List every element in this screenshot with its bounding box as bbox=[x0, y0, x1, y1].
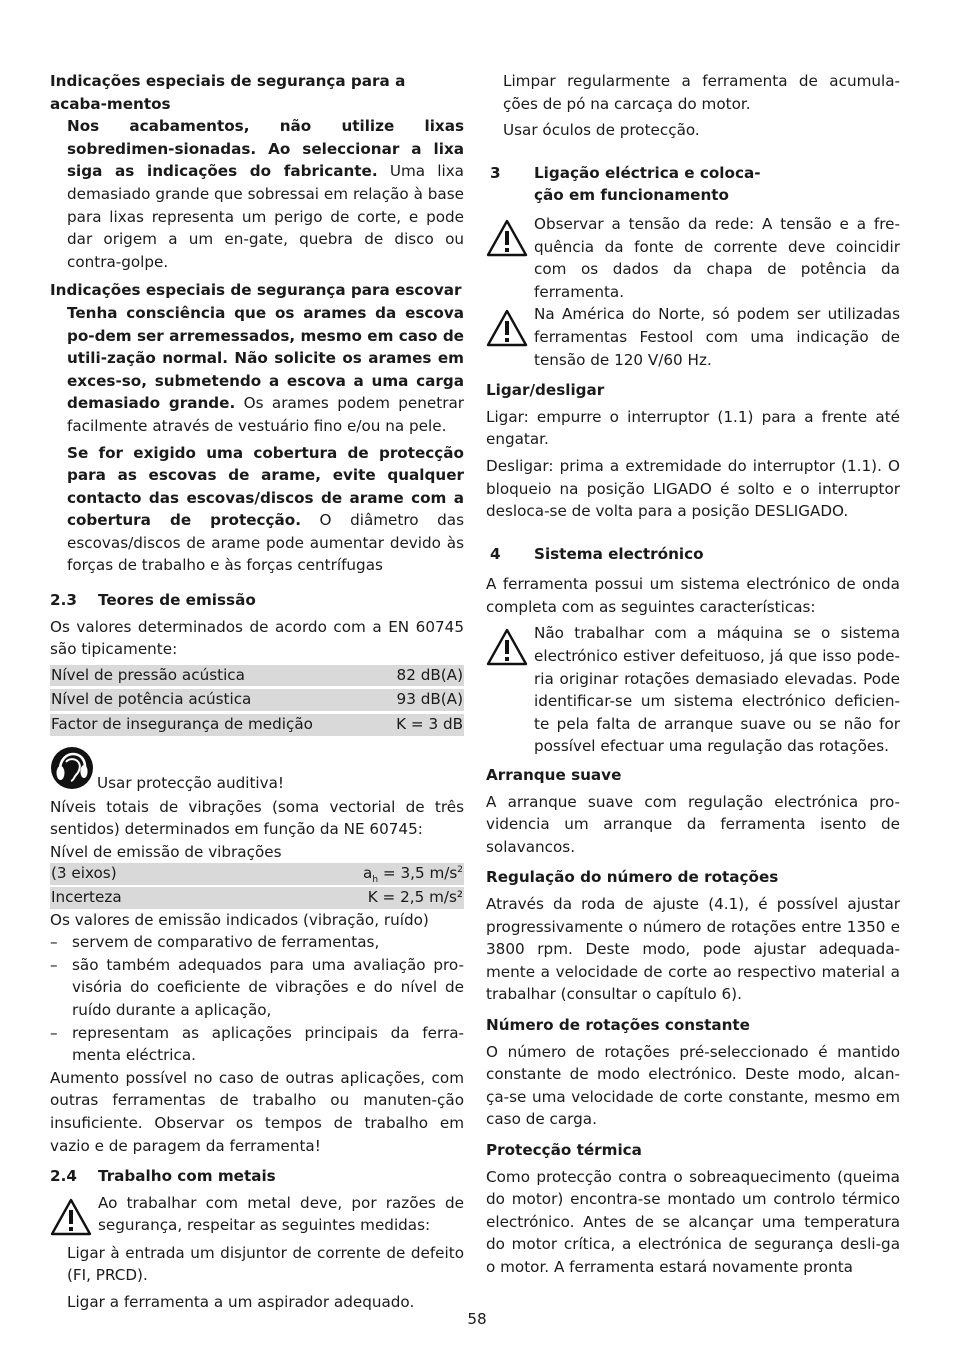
section-title bbox=[534, 162, 761, 207]
paragraph-termica: Como protecção contra o sobreaquecimento (queima do motor) encontra-se montado um controlo térmico electrónico. Antes de se alcançar uma temperatura do motor crítica, a electrónica de segurança desli-ga o motor. A ferramenta estará novamente pronta bbox=[486, 1167, 900, 1276]
list-item bbox=[50, 1022, 464, 1067]
warning-triangle-icon bbox=[486, 213, 534, 261]
section-3-heading bbox=[486, 162, 900, 207]
section-number: 4 bbox=[490, 544, 501, 563]
noise-row-power bbox=[50, 689, 464, 711]
ear-protection-note bbox=[50, 746, 464, 794]
noise-label: Nível de potência acústica bbox=[51, 690, 252, 709]
warning-triangle-icon bbox=[486, 622, 534, 670]
section-number: 3 bbox=[490, 163, 501, 182]
list-item-text: servem de comparativo de ferramentas, bbox=[72, 933, 380, 952]
paragraph-escovar-2-text: O diâmetro das escovas/discos de arame pode aumentar devido às forças de trabalho e às forças centrífugas bbox=[67, 511, 464, 575]
paragraph-escovar-1 bbox=[50, 302, 464, 438]
vibration-exponent: 2 bbox=[457, 865, 463, 876]
vibration-intro: Níveis totais de vibrações (soma vectorial de três sentidos) determinados em função da NE 60745: bbox=[50, 797, 464, 839]
paragraph-limpar: Limpar regularmente a ferramenta de acumula-ções de pó na carcaça do motor. bbox=[503, 72, 900, 113]
warning-tensao bbox=[486, 213, 900, 303]
paragraph-regulacao: Através da roda de ajuste (4.1), é possível ajustar progressivamente o número de rotações entre 1350 e 3800 rpm. Deste modo, pode ajustar adequada-mente a velocidade de corte ao respectivo material a trabalhar (consultar o capítulo 6). bbox=[486, 895, 900, 1004]
heading-termica: Protecção térmica bbox=[486, 1140, 642, 1159]
paragraph-escovar-2 bbox=[50, 442, 464, 578]
warning-text: Ao trabalhar com metal deve, por razões de segurança, respeitar as seguintes medidas: bbox=[98, 1193, 464, 1235]
noise-value: 93 dB(A) bbox=[396, 690, 463, 709]
bullet-dash: – bbox=[50, 1023, 58, 1042]
paragraph-acabamentos-text: Uma lixa demasiado grande que sobressai em relação à base para lixas representa um perigo de corte, e pode dar origem a um en-gate, quebra de disco ou contra-golpe. bbox=[67, 162, 464, 271]
warning-metal bbox=[50, 1192, 464, 1240]
paragraph-disjuntor: Ligar à entrada um disjuntor de corrente de defeito (FI, PRCD). bbox=[67, 1243, 464, 1285]
section-title: Teores de emissão bbox=[98, 591, 256, 610]
noise-row-pressure bbox=[50, 665, 464, 687]
section-2-4-heading bbox=[50, 1165, 464, 1188]
paragraph-acabamentos bbox=[50, 115, 464, 273]
emission-intro: Os valores determinados de acordo com a EN 60745 são tipicamente: bbox=[50, 617, 464, 659]
warning-text: Não trabalhar com a máquina se o sistema electrónico estiver defeituoso, já que isso pode-ria originar rotações demasiado elevadas. Pode identificar-se um sistema electrónico deficien-te pela falta de arranque suave ou se não for possível efectuar uma regulação das rotações. bbox=[534, 624, 900, 756]
paragraph-acabamentos-lead: Nos acabamentos, não utilize lixas sobredimen-sionadas. Ao seleccionar a lixa siga as indicações do fabricante. bbox=[67, 117, 464, 181]
noise-value: 82 dB(A) bbox=[396, 665, 463, 684]
heading-constante: Número de rotações constante bbox=[486, 1015, 750, 1034]
page-number: 58 bbox=[467, 1310, 487, 1328]
heading-acabamentos: Indicações especiais de segurança para a acaba-mentos bbox=[50, 72, 406, 113]
left-column bbox=[50, 70, 464, 1314]
warning-triangle-icon bbox=[50, 1192, 98, 1240]
warning-text: Observar a tensão da rede: A tensão e a fre-quência da fonte de corrente deve coincidir com os dados da chapa de potência da ferramenta. bbox=[534, 214, 900, 301]
vibration-value bbox=[363, 863, 463, 885]
paragraph-aspirador: Ligar a ferramenta a um aspirador adequado. bbox=[67, 1292, 415, 1311]
right-column bbox=[486, 70, 900, 1279]
vibration-value: K = 2,5 m/s² bbox=[367, 888, 463, 906]
vibration-level: Nível de emissão de vibrações bbox=[50, 842, 282, 861]
paragraph-escovar-1-text: Os arames podem penetrar facilmente através de vestuário fino e/ou na pele. bbox=[67, 394, 464, 435]
noise-row-uncertainty bbox=[50, 714, 464, 736]
section-2-3-heading bbox=[50, 589, 464, 612]
vibration-label: (3 eixos) bbox=[51, 864, 117, 883]
electronics-intro: A ferramenta possui um sistema electrónico de onda completa com as seguintes características: bbox=[486, 575, 900, 616]
section-number: 2.4 bbox=[50, 1167, 77, 1186]
list-item bbox=[50, 931, 464, 954]
vibration-row-axes bbox=[50, 863, 464, 885]
emission-values-intro: Os valores de emissão indicados (vibração, ruído) bbox=[50, 910, 429, 929]
heading-arranque: Arranque suave bbox=[486, 766, 622, 785]
heading-ligar: Ligar/desligar bbox=[486, 381, 605, 400]
heading-regulacao: Regulação do número de rotações bbox=[486, 868, 779, 887]
paragraph-constante: O número de rotações pré-seleccionado é mantido constante de modo electrónico. Deste modo, alcan-ça-se uma velocidade de corte constante, mesmo em caso de carga. bbox=[486, 1042, 900, 1129]
paragraph-arranque: A arranque suave com regulação electrónica pro-videncia um arranque da ferramenta isento de solavancos. bbox=[486, 792, 900, 856]
ear-protection-label: Usar protecção auditiva! bbox=[97, 773, 285, 792]
bullet-dash: – bbox=[50, 933, 58, 952]
noise-label: Nível de pressão acústica bbox=[51, 665, 245, 684]
bullet-dash: – bbox=[50, 955, 58, 974]
heading-escovar: Indicações especiais de segurança para escovar bbox=[50, 281, 462, 300]
vibration-row-uncertainty bbox=[50, 887, 464, 909]
paragraph-aumento: Aumento possível no caso de outras aplicações, com outras ferramentas de trabalho ou manuten-ção insuficiente. Observar os tempos de trabalho em vazio e de paragem da ferramenta! bbox=[50, 1068, 464, 1155]
paragraph-oculos: Usar óculos de protecção. bbox=[503, 121, 700, 140]
list-item-text: representam as aplicações principais da ferra-menta eléctrica. bbox=[72, 1023, 464, 1065]
warning-text: Na América do Norte, só podem ser utilizadas ferramentas Festool com uma indicação de tensão de 120 V/60 Hz. bbox=[534, 305, 900, 369]
section-title-line-2: ção em funcionamento bbox=[534, 186, 729, 205]
paragraph-ligar: Ligar: empurre o interruptor (1.1) para a frente até engatar. bbox=[486, 407, 900, 449]
section-title: Trabalho com metais bbox=[98, 1167, 276, 1186]
paragraph-escovar-2-lead: Se for exigido uma cobertura de protecção para as escovas de arame, evite qualquer contacto das escovas/discos de arame com a cobertura de protecção. bbox=[67, 443, 464, 530]
ear-protection-icon bbox=[50, 746, 94, 794]
section-title-line-1: Ligação eléctrica e coloca- bbox=[534, 163, 761, 182]
section-number: 2.3 bbox=[50, 591, 77, 610]
paragraph-desligar: Desligar: prima a extremidade do interruptor (1.1). O bloqueio na posição LIGADO é solto e o interruptor desloca-se de volta para a posição DESLIGADO. bbox=[486, 456, 900, 521]
warning-electronico bbox=[486, 622, 900, 758]
list-item-text: são também adequados para uma avaliação pro-visória do coeficiente de vibrações e do nível de ruído durante a aplicação, bbox=[72, 955, 464, 1019]
section-4-heading bbox=[486, 543, 900, 566]
warning-triangle-icon bbox=[486, 303, 534, 351]
warning-america bbox=[486, 303, 900, 371]
list-item bbox=[50, 954, 464, 1022]
paragraph-escovar-1-lead: Tenha consciência que os arames da escova po-dem ser arremessados, mesmo em caso de utili-zação normal. Não solicite os arames em exces-so, submetendo a escova a uma carga demasiado grande. bbox=[67, 303, 464, 413]
vibration-symbol: a bbox=[363, 864, 373, 883]
vibration-number: = 3,5 m/s bbox=[378, 864, 458, 883]
noise-label: Factor de insegurança de medição bbox=[51, 715, 313, 734]
section-title: Sistema electrónico bbox=[534, 544, 704, 563]
noise-value: K = 3 dB bbox=[396, 715, 463, 734]
vibration-label: Incerteza bbox=[51, 888, 122, 906]
vibration-subscript: h bbox=[372, 875, 379, 886]
